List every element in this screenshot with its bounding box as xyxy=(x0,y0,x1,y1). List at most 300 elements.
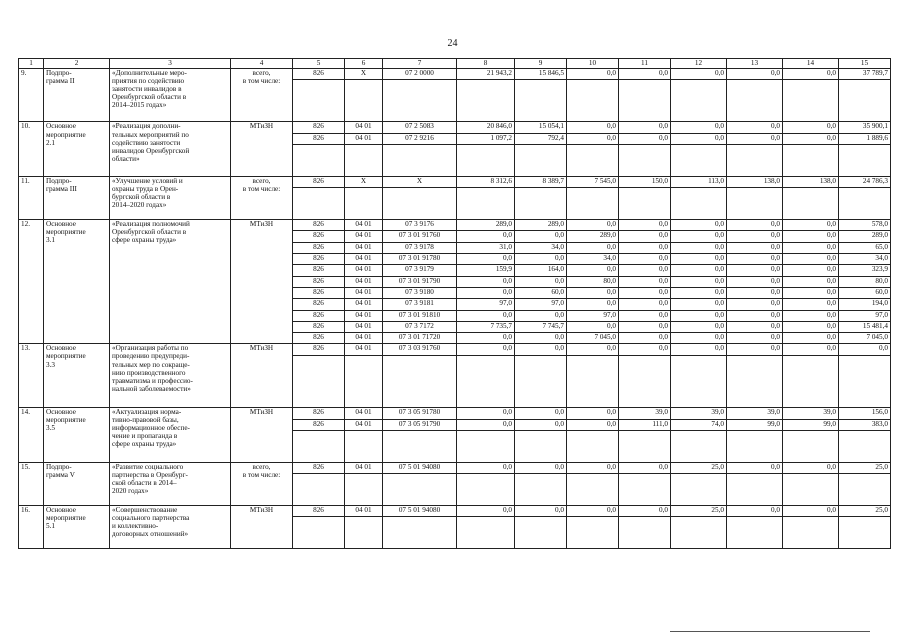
value-cell xyxy=(783,276,839,287)
cell-value: 04 01 xyxy=(355,333,372,342)
cell-value: 383,0 xyxy=(871,419,888,428)
value-cell xyxy=(619,505,671,516)
filler-cell xyxy=(727,355,783,366)
cell-value: 04 01 xyxy=(355,505,372,514)
filler-cell xyxy=(515,484,567,494)
filler-cell xyxy=(671,366,727,376)
filler-cell xyxy=(567,484,619,494)
filler-cell xyxy=(515,376,567,386)
value-cell xyxy=(671,254,727,265)
value-cell xyxy=(293,265,345,276)
filler-cell xyxy=(619,366,671,376)
filler-cell xyxy=(457,166,515,177)
value-cell xyxy=(457,122,515,133)
filler-cell xyxy=(727,376,783,386)
filler-cell xyxy=(293,91,345,101)
program-title-cell xyxy=(110,462,231,505)
filler-cell xyxy=(515,387,567,397)
cell-value: 07 3 9181 xyxy=(405,299,434,308)
filler-cell xyxy=(457,188,515,199)
value-cell xyxy=(383,310,457,321)
filler-cell xyxy=(619,451,671,462)
value-cell xyxy=(567,254,619,265)
cell-value: 0,0 xyxy=(771,333,780,342)
cell-value: 0,0 xyxy=(659,505,668,514)
program-title: «Организация работы по проведению предупреди- тельных мер по сокраще- нию производственного травматизма и профессио- нальной заболеваемости» xyxy=(112,344,193,393)
value-cell xyxy=(345,69,383,80)
filler-cell xyxy=(671,495,727,506)
cell-value: 0,0 xyxy=(659,122,668,131)
filler-cell xyxy=(457,441,515,451)
executor-cell xyxy=(231,344,293,408)
filler-cell xyxy=(457,199,515,209)
filler-cell xyxy=(619,199,671,209)
column-number: 7 xyxy=(383,59,457,69)
value-cell xyxy=(345,321,383,332)
value-cell xyxy=(619,321,671,332)
cell-value: 0,0 xyxy=(659,299,668,308)
cell-value: 826 xyxy=(313,505,324,514)
cell-value: 0,0 xyxy=(879,344,888,353)
cell-value: 0,0 xyxy=(827,505,836,514)
filler-cell xyxy=(839,484,891,494)
value-cell xyxy=(515,419,567,430)
value-cell xyxy=(671,462,727,473)
filler-cell xyxy=(839,188,891,199)
value-cell xyxy=(839,176,891,187)
value-cell xyxy=(671,276,727,287)
value-cell xyxy=(839,505,891,516)
filler-cell xyxy=(567,397,619,408)
value-cell xyxy=(293,333,345,344)
filler-cell xyxy=(293,166,345,177)
value-cell xyxy=(457,176,515,187)
filler-cell xyxy=(457,366,515,376)
cell-value: 578,0 xyxy=(871,220,888,229)
filler-cell xyxy=(457,517,515,528)
value-cell xyxy=(293,462,345,473)
cell-value: 0,0 xyxy=(659,333,668,342)
filler-cell xyxy=(727,209,783,220)
filler-cell xyxy=(345,188,383,199)
filler-cell xyxy=(839,527,891,537)
cell-value: 74,0 xyxy=(711,419,724,428)
filler-cell xyxy=(293,376,345,386)
filler-cell xyxy=(619,473,671,484)
filler-cell xyxy=(345,145,383,156)
filler-cell xyxy=(567,209,619,220)
filler-cell xyxy=(345,80,383,91)
program-title: «Улучшение условий и охраны труда в Орен- бургской области в 2014–2020 годах» xyxy=(112,176,183,210)
cell-value: 1 889,6 xyxy=(866,133,888,142)
filler-cell xyxy=(293,430,345,441)
value-cell xyxy=(383,231,457,242)
filler-cell xyxy=(457,430,515,441)
cell-value: 39,0 xyxy=(711,408,724,417)
cell-value: 0,0 xyxy=(659,242,668,251)
value-cell xyxy=(345,122,383,133)
value-cell xyxy=(345,231,383,242)
value-cell xyxy=(727,462,783,473)
value-cell xyxy=(383,299,457,310)
value-cell xyxy=(345,220,383,231)
filler-cell xyxy=(839,451,891,462)
value-cell xyxy=(671,122,727,133)
filler-cell xyxy=(515,451,567,462)
value-cell xyxy=(515,287,567,298)
cell-value: 0,0 xyxy=(771,310,780,319)
filler-cell xyxy=(515,111,567,122)
cell-value: 0,0 xyxy=(555,310,564,319)
column-number: 4 xyxy=(231,59,293,69)
value-cell xyxy=(567,176,619,187)
program-kind: Основное мероприятие 2.1 xyxy=(46,122,86,147)
filler-cell xyxy=(457,155,515,165)
cell-value: 04 01 xyxy=(355,242,372,251)
cell-value: 289,0 xyxy=(495,220,512,229)
filler-cell xyxy=(619,441,671,451)
cell-value: 826 xyxy=(313,310,324,319)
cell-value: 826 xyxy=(313,419,324,428)
cell-value: 0,0 xyxy=(607,299,616,308)
value-cell xyxy=(515,176,567,187)
cell-value: 0,0 xyxy=(607,220,616,229)
filler-cell xyxy=(839,199,891,209)
value-cell xyxy=(567,333,619,344)
value-cell xyxy=(727,419,783,430)
value-cell xyxy=(515,333,567,344)
value-cell xyxy=(345,265,383,276)
value-cell xyxy=(727,287,783,298)
value-cell xyxy=(839,321,891,332)
filler-cell xyxy=(783,366,839,376)
cell-value: 0,0 xyxy=(659,310,668,319)
filler-cell xyxy=(345,199,383,209)
filler-cell xyxy=(567,91,619,101)
filler-cell xyxy=(619,188,671,199)
cell-value: 826 xyxy=(313,254,324,263)
value-cell xyxy=(457,310,515,321)
cell-value: 0,0 xyxy=(827,122,836,131)
filler-cell xyxy=(783,527,839,537)
value-cell xyxy=(567,69,619,80)
filler-cell xyxy=(345,495,383,506)
cell-value: 24 786,3 xyxy=(862,176,888,185)
value-cell xyxy=(619,133,671,144)
filler-cell xyxy=(727,473,783,484)
row-number: 16. xyxy=(21,505,30,514)
filler-cell xyxy=(515,366,567,376)
filler-cell xyxy=(293,495,345,506)
cell-value: 113,0 xyxy=(708,176,724,185)
filler-cell xyxy=(619,527,671,537)
value-cell xyxy=(457,287,515,298)
filler-cell xyxy=(839,430,891,441)
value-cell xyxy=(727,69,783,80)
filler-cell xyxy=(783,517,839,528)
value-cell xyxy=(619,287,671,298)
cell-value: 07 5 01 94080 xyxy=(398,505,441,514)
filler-cell xyxy=(783,451,839,462)
filler-cell xyxy=(783,209,839,220)
cell-value: 07 3 01 91780 xyxy=(398,254,441,263)
program-kind-cell xyxy=(44,69,110,122)
value-cell xyxy=(567,265,619,276)
value-cell xyxy=(783,310,839,321)
value-cell xyxy=(345,176,383,187)
cell-value: 138,0 xyxy=(819,176,836,185)
filler-cell xyxy=(783,397,839,408)
cell-value: 0,0 xyxy=(715,231,724,240)
cell-value: 21 943,2 xyxy=(486,69,512,77)
cell-value: 07 3 05 91780 xyxy=(398,408,441,417)
value-cell xyxy=(383,344,457,355)
value-cell xyxy=(839,265,891,276)
cell-value: 0,0 xyxy=(827,321,836,330)
filler-cell xyxy=(383,441,457,451)
value-cell xyxy=(619,276,671,287)
row-number: 12. xyxy=(21,220,30,229)
filler-cell xyxy=(345,387,383,397)
cell-value: 0,0 xyxy=(503,231,512,240)
executor: МТиЗН xyxy=(249,505,274,514)
filler-cell xyxy=(457,484,515,494)
cell-value: 0,0 xyxy=(827,333,836,342)
filler-cell xyxy=(839,166,891,177)
filler-cell xyxy=(839,376,891,386)
filler-cell xyxy=(839,441,891,451)
filler-cell xyxy=(727,527,783,537)
filler-cell xyxy=(727,484,783,494)
filler-cell xyxy=(619,484,671,494)
filler-cell xyxy=(345,101,383,111)
filler-cell xyxy=(515,188,567,199)
filler-cell xyxy=(839,355,891,366)
value-cell xyxy=(783,287,839,298)
filler-cell xyxy=(457,101,515,111)
value-cell xyxy=(293,276,345,287)
value-cell xyxy=(671,287,727,298)
cell-value: 826 xyxy=(313,333,324,342)
column-number: 11 xyxy=(619,59,671,69)
value-cell xyxy=(727,176,783,187)
cell-value: 0,0 xyxy=(715,287,724,296)
filler-cell xyxy=(671,387,727,397)
value-cell xyxy=(457,419,515,430)
cell-value: 04 01 xyxy=(355,462,372,471)
filler-cell xyxy=(515,155,567,165)
column-number: 14 xyxy=(783,59,839,69)
cell-value: 826 xyxy=(313,69,324,77)
cell-value: 826 xyxy=(313,287,324,296)
filler-cell xyxy=(671,188,727,199)
value-cell xyxy=(567,462,619,473)
value-cell xyxy=(293,287,345,298)
value-cell xyxy=(345,276,383,287)
cell-value: 0,0 xyxy=(715,276,724,285)
cell-value: 0,0 xyxy=(607,321,616,330)
program-kind: Основное мероприятие 3.5 xyxy=(46,408,86,433)
filler-cell xyxy=(727,397,783,408)
value-cell xyxy=(839,122,891,133)
value-cell xyxy=(457,344,515,355)
filler-cell xyxy=(345,441,383,451)
cell-value: 0,0 xyxy=(607,344,616,353)
cell-value: 0,0 xyxy=(555,344,564,353)
value-cell xyxy=(783,242,839,253)
filler-cell xyxy=(839,209,891,220)
program-title: «Дополнительные меро- приятия по содействию занятости инвалидов в Оренбургской области в 2014–2015 годах» xyxy=(112,69,187,110)
value-cell xyxy=(727,505,783,516)
cell-value: 0,0 xyxy=(555,419,564,428)
filler-cell xyxy=(345,91,383,101)
cell-value: 0,0 xyxy=(771,220,780,229)
filler-cell xyxy=(839,155,891,165)
value-cell xyxy=(293,220,345,231)
cell-value: 39,0 xyxy=(655,408,668,417)
cell-value: 34,0 xyxy=(875,254,888,263)
filler-cell xyxy=(567,355,619,366)
filler-cell xyxy=(345,355,383,366)
cell-value: 0,0 xyxy=(659,231,668,240)
value-cell xyxy=(567,419,619,430)
cell-value: 0,0 xyxy=(771,122,780,131)
executor-cell xyxy=(231,176,293,219)
filler-cell xyxy=(457,355,515,366)
filler-cell xyxy=(345,166,383,177)
value-cell xyxy=(671,321,727,332)
executor: всего, в том числе: xyxy=(242,69,281,86)
filler-cell xyxy=(293,188,345,199)
value-cell xyxy=(515,231,567,242)
filler-cell xyxy=(515,473,567,484)
executor: МТиЗН xyxy=(249,344,274,353)
filler-cell xyxy=(383,155,457,165)
filler-cell xyxy=(457,209,515,220)
cell-value: 0,0 xyxy=(607,265,616,274)
table-row xyxy=(19,344,891,355)
filler-cell xyxy=(783,376,839,386)
cell-value: 826 xyxy=(313,122,324,131)
cell-value: 0,0 xyxy=(771,462,780,471)
filler-cell xyxy=(567,473,619,484)
cell-value: 39,0 xyxy=(767,408,780,417)
filler-cell xyxy=(345,473,383,484)
value-cell xyxy=(383,220,457,231)
row-number-cell xyxy=(19,122,44,176)
cell-value: 0,0 xyxy=(659,462,668,471)
executor-cell xyxy=(231,122,293,176)
row-number-cell xyxy=(19,408,44,462)
cell-value: 25,0 xyxy=(875,462,888,471)
executor: МТиЗН xyxy=(249,408,274,417)
value-cell xyxy=(839,462,891,473)
cell-value: 80,0 xyxy=(875,276,888,285)
cell-value: 07 2 9216 xyxy=(405,133,434,142)
cell-value: 0,0 xyxy=(715,265,724,274)
cell-value: 04 01 xyxy=(355,419,372,428)
value-cell xyxy=(383,408,457,419)
cell-value: 0,0 xyxy=(503,310,512,319)
filler-cell xyxy=(457,91,515,101)
cell-value: 97,0 xyxy=(551,299,564,308)
filler-cell xyxy=(839,473,891,484)
filler-cell xyxy=(293,80,345,91)
cell-value: 07 3 01 71720 xyxy=(398,333,441,342)
filler-cell xyxy=(671,166,727,177)
value-cell xyxy=(345,287,383,298)
cell-value: 1 097,2 xyxy=(490,133,512,142)
cell-value: 0,0 xyxy=(827,69,836,77)
filler-cell xyxy=(783,145,839,156)
filler-cell xyxy=(383,111,457,122)
cell-value: 0,0 xyxy=(827,310,836,319)
cell-value: 0,0 xyxy=(715,333,724,342)
filler-cell xyxy=(515,538,567,549)
cell-value: 04 01 xyxy=(355,133,372,142)
table-body xyxy=(19,59,891,549)
filler-cell xyxy=(383,517,457,528)
value-cell xyxy=(293,254,345,265)
program-kind-cell xyxy=(44,408,110,462)
cell-value: 04 01 xyxy=(355,287,372,296)
cell-value: 0,0 xyxy=(827,462,836,471)
filler-cell xyxy=(383,387,457,397)
cell-value: 0,0 xyxy=(771,321,780,330)
cell-value: 0,0 xyxy=(555,231,564,240)
value-cell xyxy=(727,122,783,133)
value-cell xyxy=(671,69,727,80)
cell-value: 826 xyxy=(313,462,324,471)
cell-value: 99,0 xyxy=(823,419,836,428)
filler-cell xyxy=(293,473,345,484)
value-cell xyxy=(619,254,671,265)
cell-value: 04 01 xyxy=(355,231,372,240)
table-row xyxy=(19,505,891,516)
filler-cell xyxy=(345,397,383,408)
filler-cell xyxy=(727,441,783,451)
value-cell xyxy=(383,122,457,133)
table-row xyxy=(19,176,891,187)
cell-value: 99,0 xyxy=(767,419,780,428)
program-kind: Подпро- грамма V xyxy=(46,462,75,479)
value-cell xyxy=(383,176,457,187)
value-cell xyxy=(839,254,891,265)
filler-cell xyxy=(383,80,457,91)
cell-value: 0,0 xyxy=(827,265,836,274)
filler-cell xyxy=(619,209,671,220)
program-kind: Основное мероприятие 5.1 xyxy=(46,505,86,530)
cell-value: 826 xyxy=(313,133,324,142)
column-number: 15 xyxy=(839,59,891,69)
filler-cell xyxy=(383,188,457,199)
value-cell xyxy=(783,505,839,516)
filler-cell xyxy=(567,495,619,506)
cell-value: 323,9 xyxy=(871,265,888,274)
value-cell xyxy=(567,122,619,133)
filler-cell xyxy=(567,80,619,91)
cell-value: 7 745,7 xyxy=(542,321,564,330)
filler-cell xyxy=(727,111,783,122)
cell-value: 07 3 7172 xyxy=(405,321,434,330)
filler-cell xyxy=(345,376,383,386)
table-row xyxy=(19,220,891,231)
filler-cell xyxy=(345,430,383,441)
cell-value: 0,0 xyxy=(503,419,512,428)
value-cell xyxy=(515,133,567,144)
cell-value: 97,0 xyxy=(875,310,888,319)
value-cell xyxy=(515,69,567,80)
